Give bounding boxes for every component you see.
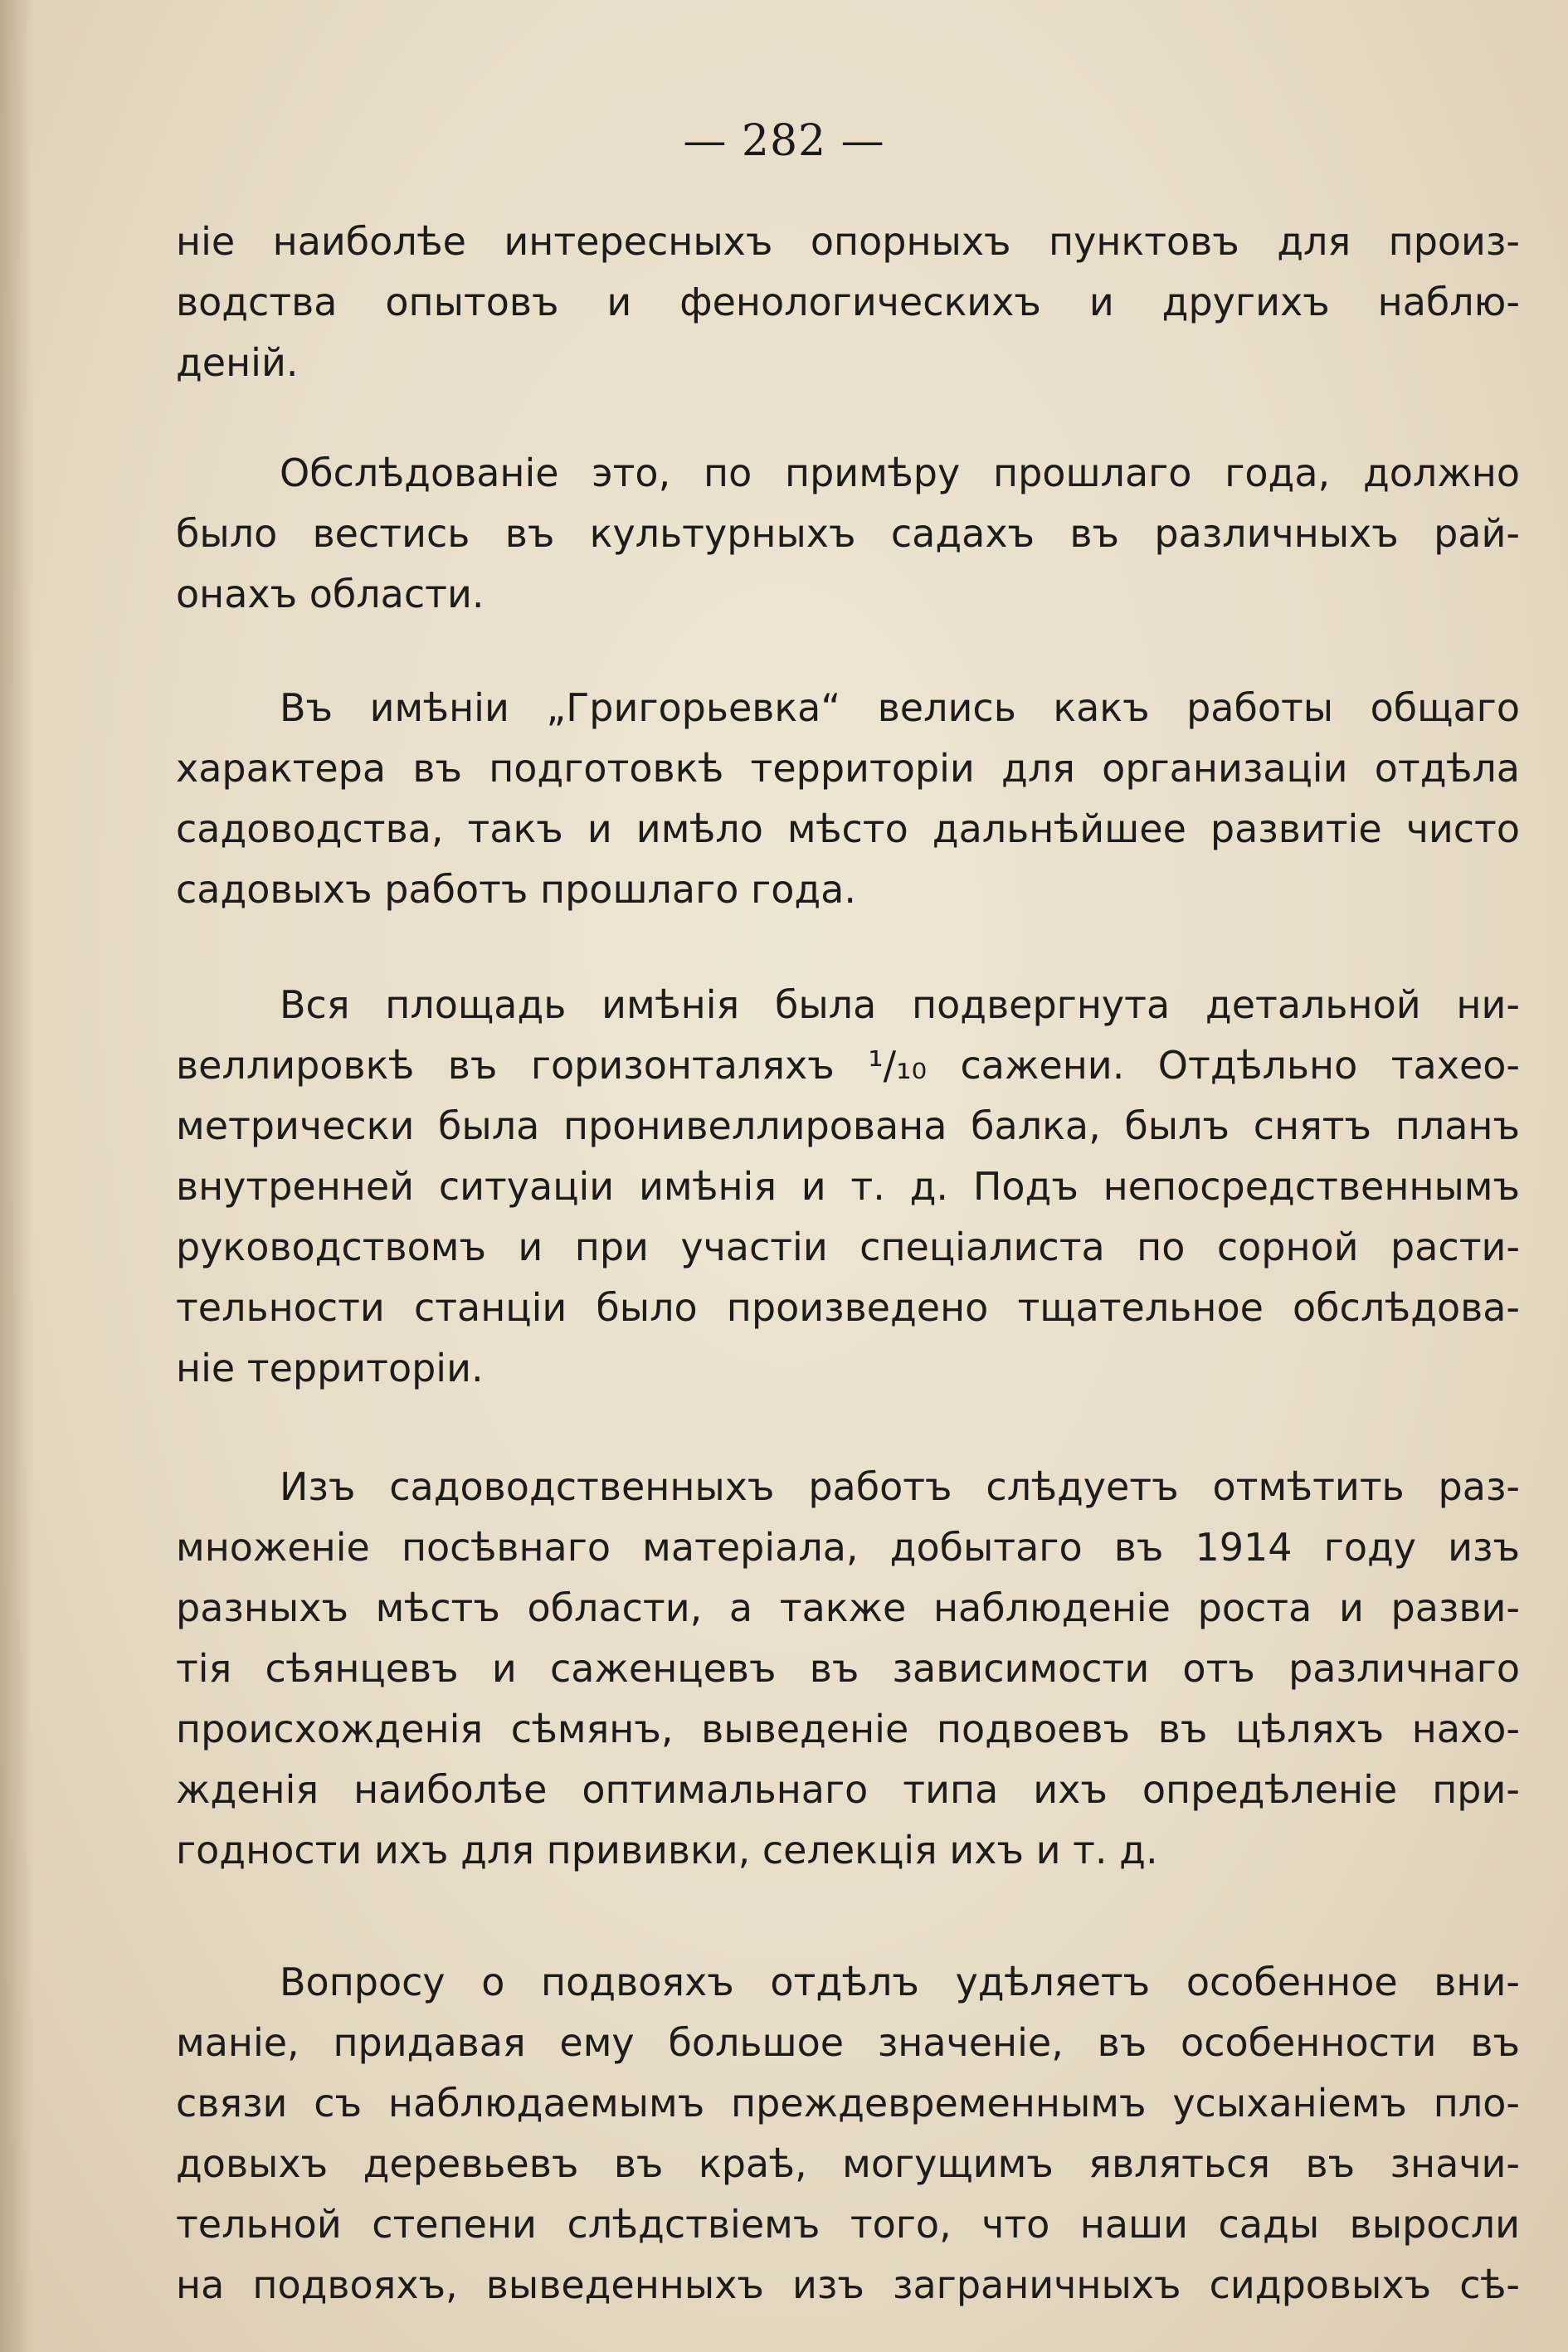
paragraph-1 [176,212,1520,393]
page-edge-shadow [0,0,33,2352]
text-line: ніе территоріи. [176,1346,484,1390]
text-line: метрически была пронивеллирована балка, былъ снятъ планъ [176,1103,1520,1148]
text-line: связи съ наблюдаемымъ преждевременнымъ усыханіемъ пло- [176,2081,1520,2126]
text-line: онахъ области. [176,572,485,616]
page-number: — 282 — [683,116,885,166]
text-line: Изъ садоводственныхъ работъ слѣдуетъ отмѣтить раз- [280,1464,1520,1509]
text-line: множеніе посѣвнаго матеріала, добытаго въ 1914 году изъ [176,1525,1520,1570]
text-line: маніе, придавая ему большое значеніе, въ особенности въ [176,2020,1520,2065]
paragraph-6 [176,1952,1520,2315]
text-line: Вопросу о подвояхъ отдѣлъ удѣляетъ особенное вни- [280,1960,1520,2004]
text-line: было вестись въ культурныхъ садахъ въ различныхъ рай- [176,511,1520,556]
text-line: происхожденія сѣмянъ, выведеніе подвоевъ въ цѣляхъ нахо- [176,1707,1520,1751]
text-line: Въ имѣніи „Григорьевка“ велись какъ работы общаго [280,685,1520,730]
text-line: деній. [176,340,299,385]
text-line: ніе наиболѣе интересныхъ опорныхъ пунктовъ для произ- [176,219,1520,264]
paragraph-4 [176,975,1520,1399]
text-line: годности ихъ для прививки, селекція ихъ и т. д. [176,1828,1158,1872]
text-line: тельности станціи было произведено тщательное обслѣдова- [176,1285,1520,1330]
text-line: Обслѣдованіе это, по примѣру прошлаго года, должно [280,450,1520,495]
text-line: тельной степени слѣдствіемъ того, что наши сады выросли [176,2202,1520,2247]
text-line: веллировкѣ въ горизонталяхъ ¹/₁₀ сажени. Отдѣльно тахео- [176,1043,1520,1088]
text-line: водства опытовъ и фенологическихъ и другихъ наблю- [176,280,1520,324]
text-line: разныхъ мѣстъ области, а также наблюденіе роста и разви- [176,1585,1520,1630]
text-line: садоводства, такъ и имѣло мѣсто дальнѣйшее развитіе чисто [176,806,1520,851]
paragraph-2 [176,443,1520,625]
text-line: довыхъ деревьевъ въ краѣ, могущимъ являться въ значи- [176,2141,1520,2186]
text-line: жденія наиболѣе оптимальнаго типа ихъ опредѣленіе при- [176,1767,1520,1812]
paragraph-3 [176,678,1520,920]
text-line: Вся площадь имѣнія была подвергнута детальной ни- [280,982,1520,1027]
page-body [176,212,1520,2345]
text-line: на подвояхъ, выведенныхъ изъ заграничныхъ сидровыхъ сѣ- [176,2262,1520,2307]
text-line: садовыхъ работъ прошлаго года. [176,867,856,912]
text-line: характера въ подготовкѣ территоріи для организаціи отдѣла [176,746,1520,791]
text-line: тія сѣянцевъ и саженцевъ въ зависимости отъ различнаго [176,1646,1520,1691]
text-line: внутренней ситуаціи имѣнія и т. д. Подъ непосредственнымъ [176,1164,1520,1209]
text-line: руководствомъ и при участіи спеціалиста по сорной расти- [176,1225,1520,1269]
paragraph-5 [176,1457,1520,1881]
